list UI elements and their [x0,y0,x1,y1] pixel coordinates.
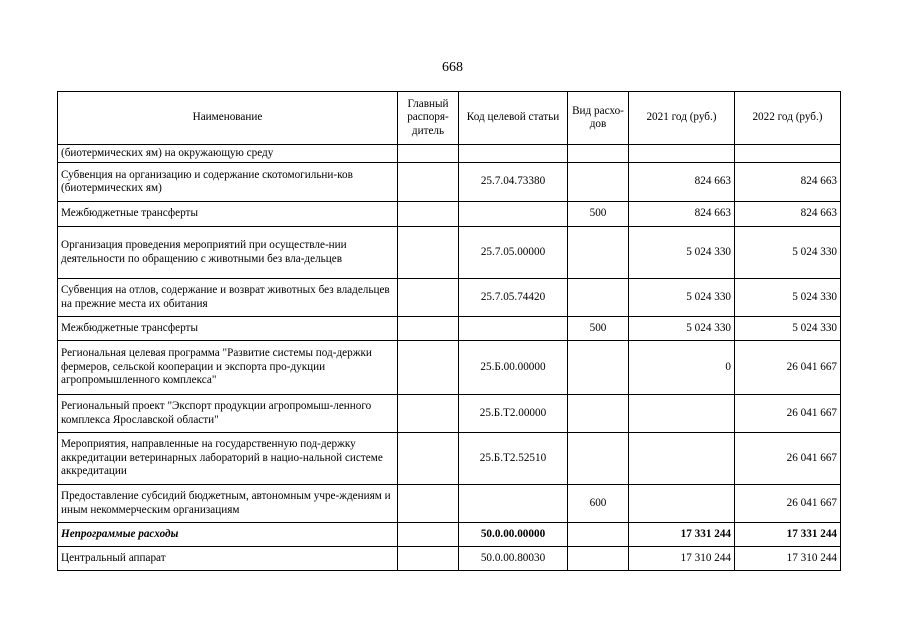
row-type: 500 [568,317,629,341]
row-2021: 5 024 330 [629,317,735,341]
row-2022: 824 663 [735,202,841,227]
header-code: Код целевой статьи [459,92,568,145]
table-row [58,523,841,547]
row-2022: 26 041 667 [735,485,841,523]
row-2021 [629,485,735,523]
row-type: 500 [568,202,629,227]
row-admin [398,485,459,523]
row-admin [398,317,459,341]
row-2022: 17 310 244 [735,547,841,571]
row-name: Непрограммые расходы [58,523,398,547]
row-code: 25.Б.Т2.52510 [459,433,568,485]
row-2021 [629,433,735,485]
header-2021: 2021 год (руб.) [629,92,735,145]
row-type: 600 [568,485,629,523]
row-code: 25.7.05.00000 [459,227,568,279]
row-2021: 5 024 330 [629,279,735,317]
header-2022: 2022 год (руб.) [735,92,841,145]
row-2022: 5 024 330 [735,317,841,341]
row-name: Субвенция на организацию и содержание скотомогильни-ков (биотермических ям) [58,163,398,202]
row-2022: 26 041 667 [735,433,841,485]
row-2021 [629,395,735,433]
table-row [58,145,841,163]
row-2022: 17 331 244 [735,523,841,547]
row-type [568,523,629,547]
row-code: 25.Б.00.00000 [459,341,568,395]
row-type [568,279,629,317]
row-code: 25.7.05.74420 [459,279,568,317]
row-admin [398,163,459,202]
row-2021: 824 663 [629,202,735,227]
table-row [58,547,841,571]
row-2022: 824 663 [735,163,841,202]
row-name: Региональный проект "Экспорт продукции агропромыш-ленного комплекса Ярославской области" [58,395,398,433]
row-name: Межбюджетные трансферты [58,317,398,341]
row-admin [398,395,459,433]
row-2021: 0 [629,341,735,395]
row-2022: 26 041 667 [735,395,841,433]
table-row [58,227,841,279]
table-row [58,202,841,227]
row-admin [398,202,459,227]
header-name: Наименование [58,92,398,145]
row-2022: 5 024 330 [735,227,841,279]
row-2022: 5 024 330 [735,279,841,317]
table-row [58,485,841,523]
row-type [568,433,629,485]
row-admin [398,227,459,279]
row-name: Межбюджетные трансферты [58,202,398,227]
row-code: 50.0.00.80030 [459,547,568,571]
header-admin: Главный распоря-дитель [398,92,459,145]
row-2022: 26 041 667 [735,341,841,395]
row-name: Центральный аппарат [58,547,398,571]
row-code [459,202,568,227]
page-number: 668 [442,60,463,75]
table-row [58,317,841,341]
row-admin [398,279,459,317]
table-row [58,433,841,485]
table-header-row [58,92,841,145]
row-2021: 17 331 244 [629,523,735,547]
row-code: 25.Б.Т2.00000 [459,395,568,433]
row-admin [398,547,459,571]
row-type [568,163,629,202]
row-type [568,341,629,395]
row-2022 [735,145,841,163]
table-row [58,395,841,433]
table-row [58,279,841,317]
row-type [568,145,629,163]
row-2021: 5 024 330 [629,227,735,279]
table-row [58,163,841,202]
row-admin [398,145,459,163]
row-code: 25.7.04.73380 [459,163,568,202]
row-name: Предоставление субсидий бюджетным, автономным учре-ждениям и иным некоммерческим организациям [58,485,398,523]
header-type: Вид расхо-дов [568,92,629,145]
row-name: Мероприятия, направленные на государственную под-держку аккредитации ветеринарных лабораторий в нацио-нальной системе аккредитации [58,433,398,485]
budget-table [57,91,841,571]
row-name: (биотермических ям) на окружающую среду [58,145,398,163]
row-code [459,317,568,341]
row-2021: 17 310 244 [629,547,735,571]
row-admin [398,523,459,547]
row-type [568,395,629,433]
row-code [459,485,568,523]
row-code: 50.0.00.00000 [459,523,568,547]
row-name: Региональная целевая программа "Развитие системы под-держки фермеров, сельской кооперации и экспорта про-дукции агропромышленного комплекса" [58,341,398,395]
row-name: Субвенция на отлов, содержание и возврат животных без владельцев на прежние места их обитания [58,279,398,317]
row-2021 [629,145,735,163]
row-name: Организация проведения мероприятий при осуществле-нии деятельности по обращению с животными без вла-дельцев [58,227,398,279]
row-type [568,227,629,279]
row-2021: 824 663 [629,163,735,202]
row-code [459,145,568,163]
row-admin [398,341,459,395]
row-type [568,547,629,571]
table-row [58,341,841,395]
row-admin [398,433,459,485]
